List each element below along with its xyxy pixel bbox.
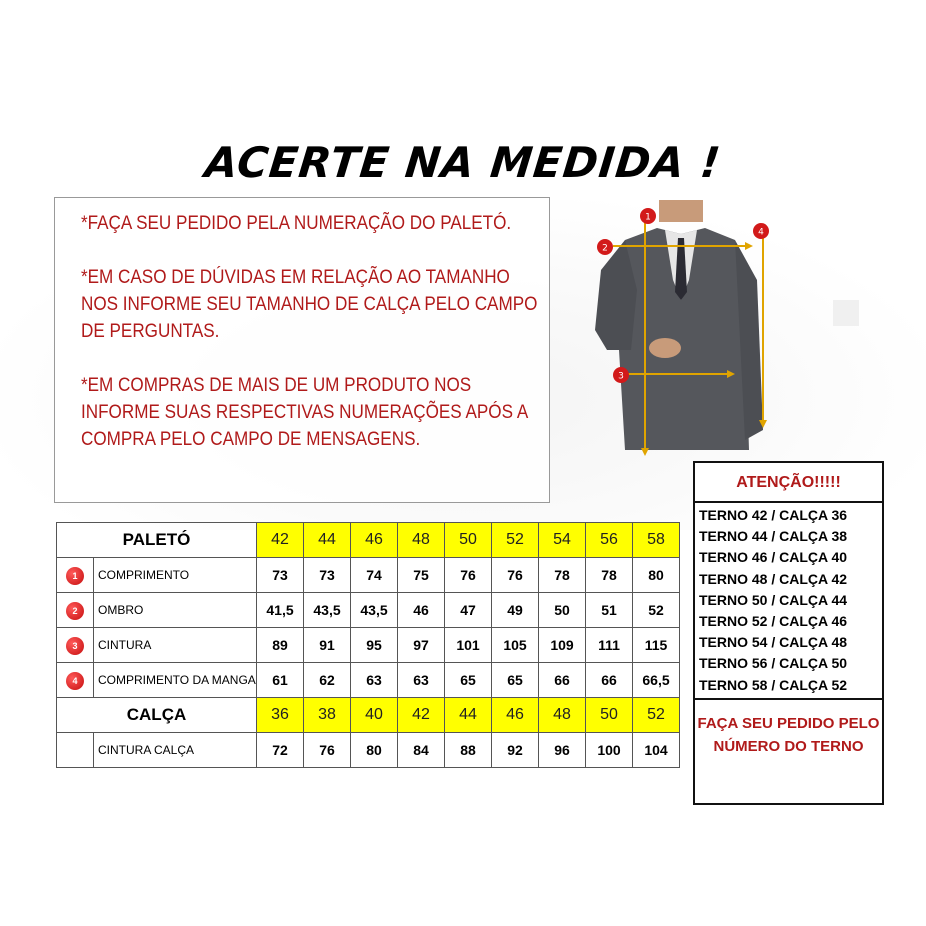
- table-cell: 84: [398, 733, 445, 768]
- table-cell: 73: [257, 558, 304, 593]
- marker-label-4: 4: [758, 227, 764, 238]
- pants-size-cell: 50: [586, 698, 633, 733]
- page-title: ACERTE NA MEDIDA !: [202, 138, 724, 187]
- badge-cell: [57, 593, 94, 628]
- table-cell: 109: [539, 628, 586, 663]
- jacket-size-cell: 46: [351, 523, 398, 558]
- badge-cell: [57, 663, 94, 698]
- row-label: CINTURA CALÇA: [94, 733, 257, 768]
- pants-section-label: CALÇA: [57, 698, 257, 733]
- table-cell: 80: [351, 733, 398, 768]
- order-by-suit-number-text: FAÇA SEU PEDIDO PELO NÚMERO DO TERNO: [697, 714, 880, 755]
- table-cell: 51: [586, 593, 633, 628]
- table-cell: 73: [304, 558, 351, 593]
- suit-pants-combo: TERNO 44 / CALÇA 38: [699, 528, 848, 545]
- jacket-size-cell: 58: [633, 523, 680, 558]
- table-cell: 97: [398, 628, 445, 663]
- marker-badge-4: 4: [66, 672, 84, 690]
- table-cell: 88: [445, 733, 492, 768]
- table-cell: 76: [492, 558, 539, 593]
- row-label: OMBRO: [94, 593, 257, 628]
- table-cell: 63: [398, 663, 445, 698]
- suit-pants-combo: TERNO 58 / CALÇA 52: [699, 676, 848, 693]
- jacket-header-row: [57, 523, 680, 558]
- measurement-row-length: [57, 558, 680, 593]
- table-cell: 74: [351, 558, 398, 593]
- table-cell: 92: [492, 733, 539, 768]
- jacket-size-cell: 50: [445, 523, 492, 558]
- figure-chin: [659, 200, 703, 222]
- table-cell: 66: [586, 663, 633, 698]
- instructions-box: [54, 197, 550, 503]
- table-cell: 72: [257, 733, 304, 768]
- jacket-size-cell: 52: [492, 523, 539, 558]
- table-cell: 75: [398, 558, 445, 593]
- table-cell: 76: [445, 558, 492, 593]
- pants-size-cell: 46: [492, 698, 539, 733]
- measurement-row-sleeve: [57, 663, 680, 698]
- marker-badge-3: 3: [66, 637, 84, 655]
- table-cell: 105: [492, 628, 539, 663]
- row-label: COMPRIMENTO DA MANGA: [94, 663, 257, 698]
- attention-title: ATENÇÃO!!!!!: [695, 463, 882, 503]
- pants-size-cell: 40: [351, 698, 398, 733]
- suit-pants-combo: TERNO 56 / CALÇA 50: [699, 655, 848, 672]
- pants-size-cell: 36: [257, 698, 304, 733]
- marker-badge-1: 1: [66, 567, 84, 585]
- note-order-by-jacket: *FAÇA SEU PEDIDO PELA NUMERAÇÃO DO PALETÓ.: [81, 213, 512, 234]
- jacket-size-cell: 48: [398, 523, 445, 558]
- note-multiple-products: *EM COMPRAS DE MAIS DE UM PRODUTO NOS INFORME SUAS RESPECTIVAS NUMERAÇÕES APÓS A COMPRA PELO CAMPO DE MENSAGENS.: [81, 375, 528, 450]
- pants-size-cell: 52: [633, 698, 680, 733]
- table-cell: 100: [586, 733, 633, 768]
- table-cell: 65: [492, 663, 539, 698]
- suit-measurement-figure: [585, 200, 775, 460]
- table-cell: 43,5: [304, 593, 351, 628]
- suit-pants-combo: TERNO 48 / CALÇA 42: [699, 570, 848, 587]
- row-label: CINTURA: [94, 628, 257, 663]
- suit-pants-combo: TERNO 46 / CALÇA 40: [699, 549, 848, 566]
- jacket-size-cell: 56: [586, 523, 633, 558]
- table-cell: 65: [445, 663, 492, 698]
- jacket-section-label: PALETÓ: [57, 523, 257, 558]
- size-table: [56, 522, 680, 768]
- badge-cell: [57, 628, 94, 663]
- pants-size-cell: 44: [445, 698, 492, 733]
- measurement-row-shoulder: [57, 593, 680, 628]
- table-cell: 95: [351, 628, 398, 663]
- marker-label-1: 1: [645, 212, 651, 223]
- table-cell: 104: [633, 733, 680, 768]
- table-cell: 61: [257, 663, 304, 698]
- jacket-size-cell: 42: [257, 523, 304, 558]
- table-cell: 96: [539, 733, 586, 768]
- table-cell: 89: [257, 628, 304, 663]
- table-cell: 78: [539, 558, 586, 593]
- table-cell: 47: [445, 593, 492, 628]
- measurement-row-waist: [57, 628, 680, 663]
- decorative-square: [833, 300, 859, 326]
- suit-pants-combo: TERNO 54 / CALÇA 48: [699, 634, 848, 651]
- note-size-doubts: *EM CASO DE DÚVIDAS EM RELAÇÃO AO TAMANHO NOS INFORME SEU TAMANHO DE CALÇA PELO CAMPO DE PERGUNTAS.: [81, 267, 538, 342]
- table-cell: 78: [586, 558, 633, 593]
- table-cell: 91: [304, 628, 351, 663]
- pants-size-cell: 42: [398, 698, 445, 733]
- suit-pants-combo: TERNO 42 / CALÇA 36: [699, 507, 848, 523]
- table-cell: 101: [445, 628, 492, 663]
- table-cell: 115: [633, 628, 680, 663]
- table-cell: 43,5: [351, 593, 398, 628]
- marker-label-3: 3: [618, 371, 624, 382]
- table-cell: 49: [492, 593, 539, 628]
- table-cell: 62: [304, 663, 351, 698]
- empty-badge-cell: [57, 733, 94, 768]
- table-cell: 66,5: [633, 663, 680, 698]
- pants-size-cell: 48: [539, 698, 586, 733]
- pants-header-row: [57, 698, 680, 733]
- row-label: COMPRIMENTO: [94, 558, 257, 593]
- attention-box: [693, 461, 884, 805]
- jacket-size-cell: 54: [539, 523, 586, 558]
- table-cell: 41,5: [257, 593, 304, 628]
- badge-cell: [57, 558, 94, 593]
- marker-badge-2: 2: [66, 602, 84, 620]
- table-cell: 76: [304, 733, 351, 768]
- table-cell: 63: [351, 663, 398, 698]
- table-cell: 46: [398, 593, 445, 628]
- jacket-size-cell: 44: [304, 523, 351, 558]
- suit-pants-combo: TERNO 50 / CALÇA 44: [699, 591, 848, 608]
- figure-hand: [649, 338, 681, 358]
- table-cell: 66: [539, 663, 586, 698]
- table-cell: 111: [586, 628, 633, 663]
- table-cell: 52: [633, 593, 680, 628]
- pants-waist-row: [57, 733, 680, 768]
- marker-label-2: 2: [602, 243, 608, 254]
- table-cell: 80: [633, 558, 680, 593]
- suit-pants-combo: TERNO 52 / CALÇA 46: [699, 613, 848, 630]
- pants-size-cell: 38: [304, 698, 351, 733]
- table-cell: 50: [539, 593, 586, 628]
